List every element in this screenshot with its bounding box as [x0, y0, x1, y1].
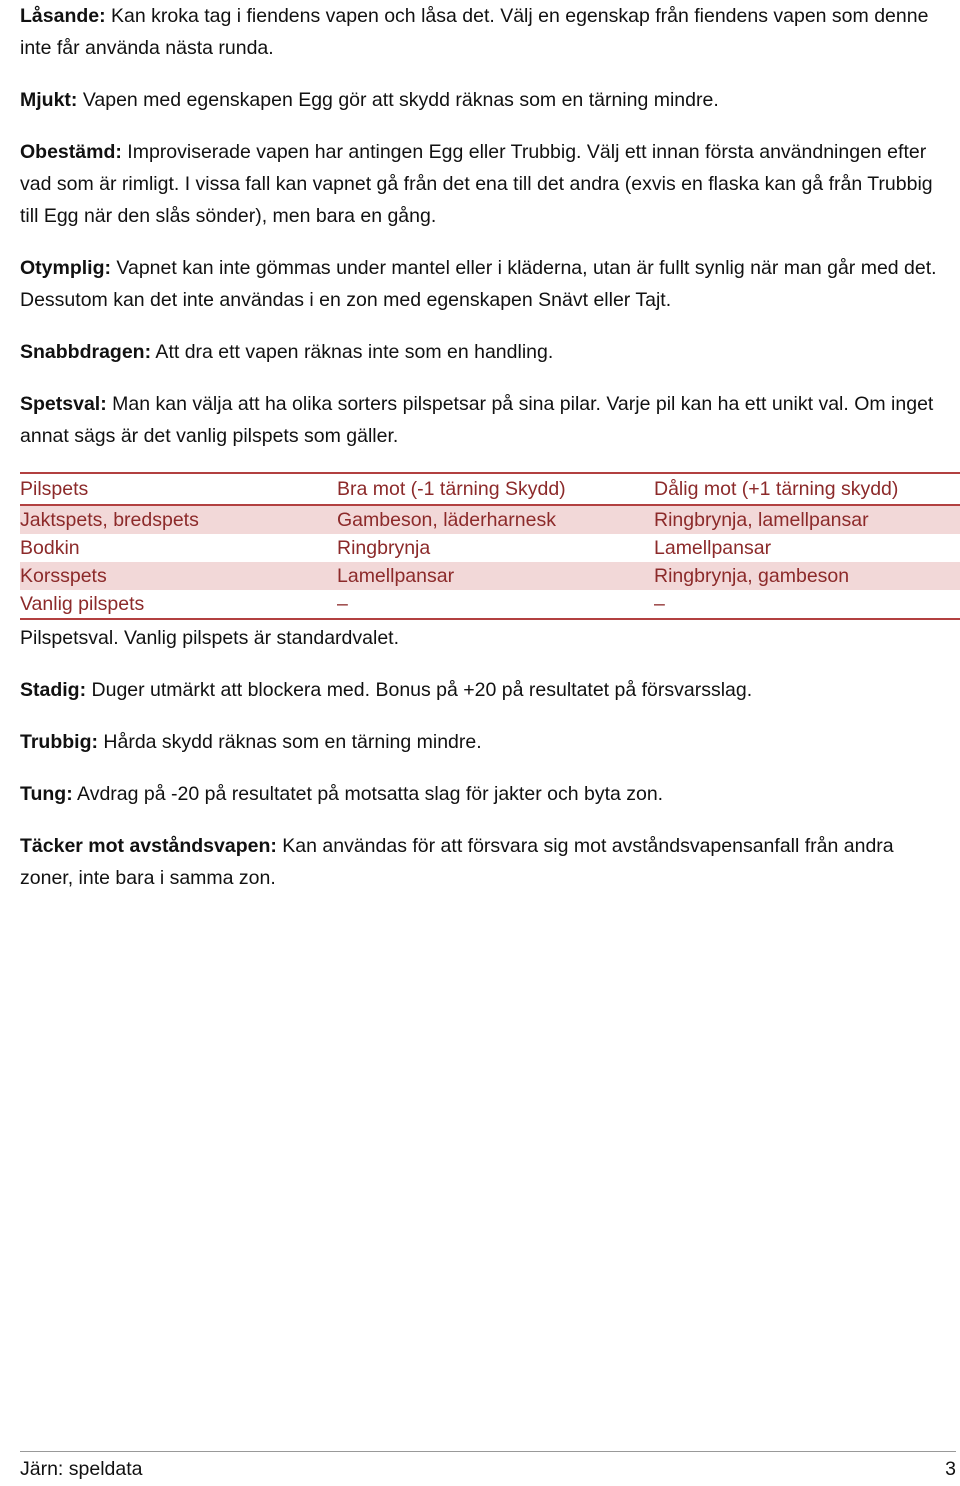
rule-text: Man kan välja att ha olika sorters pilspetsar på sina pilar. Varje pil kan ha ett unikt val. Om inget annat sägs är det vanlig pilspets som gäller. [20, 393, 934, 447]
rule-term: Snabbdragen: [20, 341, 152, 363]
page-footer [20, 1451, 956, 1481]
table-header-cell: Dålig mot (+1 tärning skydd) [654, 473, 960, 505]
table-cell: – [654, 590, 960, 619]
rule-tung [20, 778, 950, 810]
table-cell: Bodkin [20, 537, 80, 559]
rule-text: Vapen med egenskapen Egg gör att skydd räknas som en tärning mindre. [77, 89, 719, 111]
table-row [20, 505, 960, 534]
table-row [20, 562, 960, 590]
footer-title: Järn: speldata [20, 1458, 143, 1480]
table-header-cell: Pilspets [20, 473, 337, 505]
table-cell: Ringbrynja, gambeson [654, 562, 960, 590]
rule-term: Täcker mot avståndsvapen: [20, 835, 277, 857]
rule-stadig [20, 674, 950, 706]
table-cell: Ringbrynja [337, 537, 431, 559]
table-cell: Lamellpansar [654, 537, 772, 559]
rule-lasande [20, 0, 950, 64]
rule-term: Tung: [20, 783, 73, 805]
rule-text: Duger utmärkt att blockera med. Bonus på +20 på resultatet på försvarsslag. [86, 679, 753, 701]
rule-text: Avdrag på -20 på resultatet på motsatta slag för jakter och byta zon. [72, 783, 664, 805]
table-cell: Ringbrynja, lamellpansar [654, 505, 960, 534]
table-cell: Lamellpansar [337, 562, 654, 590]
table-cell: Korsspets [20, 562, 337, 590]
table-header-cell: Bra mot (-1 tärning Skydd) [337, 473, 654, 505]
table-row [20, 534, 960, 562]
table-cell: Gambeson, läderharnesk [337, 505, 654, 534]
rule-term: Mjukt: [20, 89, 78, 111]
rule-term: Obestämd: [20, 141, 122, 163]
table-header-row [20, 473, 960, 505]
rule-term: Låsande: [20, 5, 106, 27]
rule-term: Spetsval: [20, 393, 107, 415]
table-cell: Vanlig pilspets [20, 590, 337, 619]
rule-otymplig [20, 252, 950, 316]
page-number: 3 [945, 1458, 956, 1480]
rule-tacker-mot-avstandsvapen [20, 830, 950, 894]
rule-text: Att dra ett vapen räknas inte som en handling. [151, 341, 554, 363]
table-caption: Pilspetsval. Vanlig pilspets är standardvalet. [20, 627, 400, 649]
rule-text: Vapnet kan inte gömmas under mantel eller i kläderna, utan är fullt synlig när man går med det. Dessutom kan det inte användas i en zon med egenskapen Snävt eller Tajt. [20, 257, 937, 311]
rule-snabbdragen [20, 336, 950, 368]
rule-obestamd [20, 136, 950, 232]
rule-trubbig [20, 726, 950, 758]
table-cell: Jaktspets, bredspets [20, 505, 337, 534]
rule-text: Kan användas för att försvara sig mot avståndsvapensanfall från andra zoner, inte bara i samma zon. [20, 835, 894, 889]
rule-text: Kan kroka tag i fiendens vapen och låsa det. Välj en egenskap från fiendens vapen som denne inte får använda nästa runda. [20, 5, 929, 59]
rule-text: Improviserade vapen har antingen Egg eller Trubbig. Välj ett innan första användningen efter vad som är rimligt. I vissa fall kan vapnet gå från det ena till det andra (exvis en flaska kan gå från Trubbig till Egg när den slås sönder), men bara en gång. [20, 141, 933, 227]
rule-term: Stadig: [20, 679, 87, 701]
rule-text: Hårda skydd räknas som en tärning mindre. [97, 731, 482, 753]
document-page [20, 0, 950, 894]
rule-mjukt [20, 84, 950, 116]
table-cell: – [337, 590, 654, 619]
rule-spetsval [20, 388, 950, 452]
table-row [20, 590, 960, 619]
arrowhead-table [20, 472, 960, 620]
rule-term: Trubbig: [20, 731, 98, 753]
rule-term: Otymplig: [20, 257, 111, 279]
